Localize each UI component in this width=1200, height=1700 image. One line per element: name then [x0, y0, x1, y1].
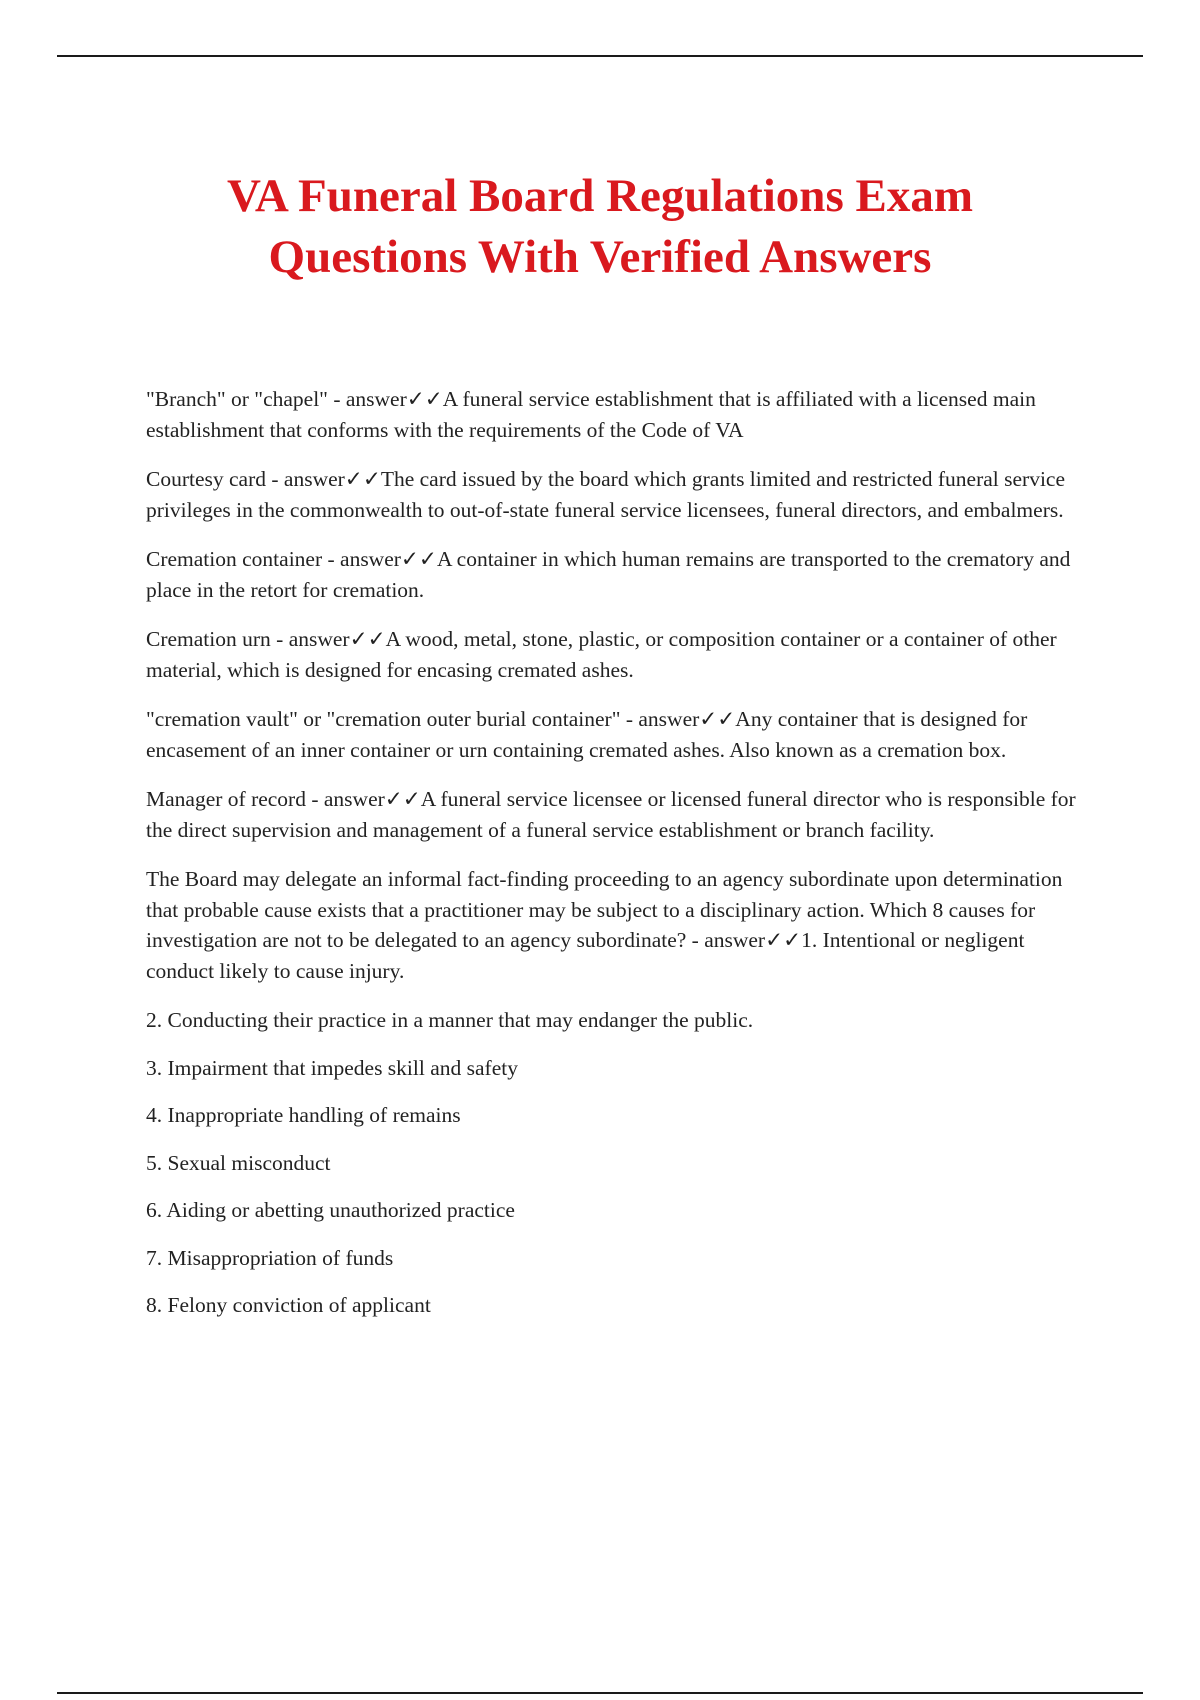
qa-entry-cremation-container: Cremation container - answer✓✓A container in which human remains are transported to the crematory and place in the retort for cremation.: [146, 547, 1071, 602]
list-item: 7. Misappropriation of funds: [146, 1245, 394, 1270]
document-body: [146, 384, 1096, 1338]
list-item: 3. Impairment that impedes skill and safety: [146, 1055, 518, 1080]
qa-entry-cremation-urn: Cremation urn - answer✓✓A wood, metal, stone, plastic, or composition container or a container of other material, which is designed for encasing cremated ashes.: [146, 627, 1057, 682]
title-line-2: Questions With Verified Answers: [268, 231, 932, 283]
title-line-1: VA Funeral Board Regulations Exam: [227, 170, 973, 222]
qa-entry-board-delegation: The Board may delegate an informal fact-finding proceeding to an agency subordinate upon determination that probable cause exists that a practitioner may be subject to a disciplinary action. Which 8 causes for investigation are not to be delegated to an agency subordinate? - answer✓✓1. Intentional or negligent conduct likely to cause injury.: [146, 867, 1063, 983]
list-item: 5. Sexual misconduct: [146, 1150, 331, 1175]
list-item: 6. Aiding or abetting unauthorized practice: [146, 1198, 515, 1222]
qa-entry-manager-of-record: Manager of record - answer✓✓A funeral service licensee or licensed funeral director who is responsible for the direct supervision and management of a funeral service establishment or branch facility.: [146, 787, 1076, 842]
list-item: 4. Inappropriate handling of remains: [146, 1103, 461, 1127]
list-item: 8. Felony conviction of applicant: [146, 1293, 431, 1317]
qa-entry-courtesy-card: Courtesy card - answer✓✓The card issued by the board which grants limited and restricted funeral service privileges in the commonwealth to out-of-state funeral service licensees, funeral directors, and embalmers.: [146, 467, 1065, 522]
qa-entry-branch: "Branch" or "chapel" - answer✓✓A funeral service establishment that is affiliated with a licensed main establishment that conforms with the requirements of the Code of VA: [146, 387, 1036, 442]
top-rule: [57, 55, 1143, 57]
list-item: 2. Conducting their practice in a manner that may endanger the public.: [146, 1008, 754, 1032]
document-title: [0, 166, 1200, 288]
bottom-rule: [57, 1692, 1143, 1694]
qa-entry-cremation-vault: "cremation vault" or "cremation outer burial container" - answer✓✓Any container that is designed for encasement of an inner container or urn containing cremated ashes. Also known as a cremation box.: [146, 707, 1028, 762]
